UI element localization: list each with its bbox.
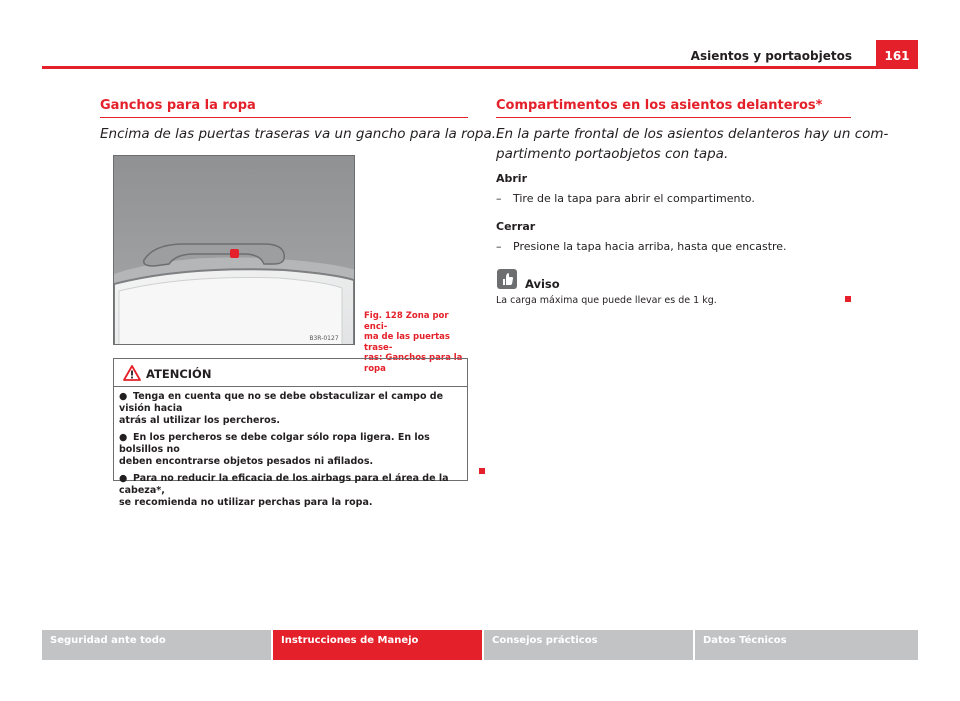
caption-line: Fig. 128 Zona por enci- — [364, 311, 449, 332]
warning-item-line: En los percheros se debe colgar sólo ropa ligera. En los bolsillos no — [119, 432, 430, 455]
figure-code: B3R-0127 — [309, 335, 339, 342]
bullet-icon: ● — [119, 391, 128, 402]
close-step — [496, 240, 787, 253]
warning-list — [119, 391, 465, 514]
warning-item — [119, 473, 465, 509]
warning-item-line: Para no reducir la eficacia de los airbags para el área de la cabeza*, — [119, 473, 449, 496]
caption-line: ma de las puertas trase- — [364, 332, 450, 353]
note-icon — [496, 268, 518, 290]
open-heading: Abrir — [496, 172, 528, 185]
warning-item — [119, 391, 465, 427]
section-intro-compartments — [496, 124, 888, 164]
section-rule-compartments — [496, 117, 851, 118]
bullet-icon: ● — [119, 432, 128, 443]
warning-item-line: se recomienda no utilizar perchas para la ropa. — [119, 497, 373, 508]
intro-line: partimento portaobjetos con tapa. — [496, 146, 729, 162]
header-rule — [42, 66, 918, 69]
section-intro-hooks: Encima de las puertas traseras va un gancho para la ropa. — [100, 126, 497, 142]
dash-marker: – — [496, 192, 502, 205]
bullet-icon: ● — [119, 473, 128, 484]
warning-title: ATENCIÓN — [146, 367, 212, 381]
footer-tab-operation[interactable]: Instrucciones de Manejo — [273, 630, 482, 660]
figure-coat-hook — [113, 155, 355, 345]
warning-item-line: atrás al utilizar los percheros. — [119, 415, 280, 426]
warning-item-line: Tenga en cuenta que no se debe obstaculizar el campo de visión hacia — [119, 391, 444, 414]
section-rule-hooks — [100, 117, 468, 118]
page-number: 161 — [876, 40, 918, 69]
note-title: Aviso — [525, 277, 560, 291]
close-heading: Cerrar — [496, 220, 536, 233]
footer-tab-technical[interactable]: Datos Técnicos — [695, 630, 918, 660]
note-text: La carga máxima que puede llevar es de 1 kg. — [496, 295, 717, 306]
section-title-hooks: Ganchos para la ropa — [100, 98, 256, 113]
warning-item — [119, 432, 465, 468]
warning-icon — [123, 365, 141, 381]
warning-item-line: deben encontrarse objetos pesados ni afilados. — [119, 456, 374, 467]
intro-line: En la parte frontal de los asientos delanteros hay un com- — [496, 126, 889, 142]
dash-marker: – — [496, 240, 502, 253]
close-step-text: Presione la tapa hacia arriba, hasta que encastre. — [513, 240, 787, 253]
section-end-marker — [479, 468, 485, 474]
warning-divider — [113, 386, 468, 387]
section-end-marker — [845, 296, 851, 302]
header-title: Asientos y portaobjetos — [690, 49, 852, 63]
section-title-compartments: Compartimentos en los asientos delanteros* — [496, 98, 823, 113]
footer-tab-tips[interactable]: Consejos prácticos — [484, 630, 693, 660]
open-step — [496, 192, 755, 205]
open-step-text: Tire de la tapa para abrir el compartimento. — [513, 192, 755, 205]
caption-line: ras: Ganchos para la ropa — [364, 353, 463, 374]
footer-tab-safety[interactable]: Seguridad ante todo — [42, 630, 271, 660]
